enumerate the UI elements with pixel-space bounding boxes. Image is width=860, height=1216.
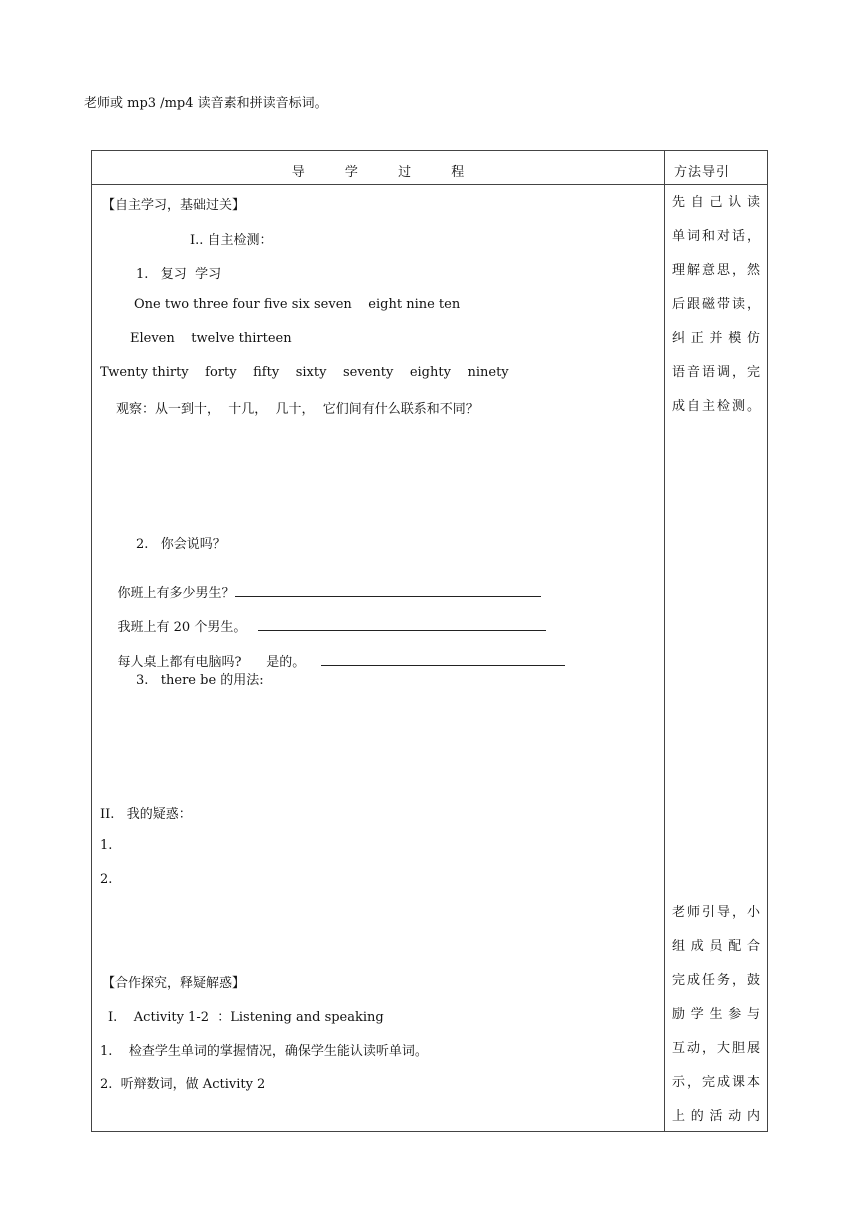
item-review: 1. 复习 学习: [136, 267, 222, 282]
section-title-cooperation: 【合作探究，释疑解惑】: [102, 976, 246, 991]
doubt-2: 2.: [100, 872, 113, 887]
guide-line: 老师引导，小: [672, 905, 760, 920]
sub-heading-self-check: I.. 自主检测：: [190, 233, 273, 248]
question-3-text: 每人桌上都有电脑吗? 是的。: [117, 655, 306, 670]
item-there-be: 3. there be 的用法:: [136, 673, 264, 688]
header-side: 方法导引: [674, 165, 731, 180]
guide-line: 成自主检测。: [672, 399, 760, 414]
numbers-line-3: Twenty thirty forty fifty sixty seventy eighty ninety: [100, 365, 509, 380]
answer-blank-1: [235, 584, 541, 597]
guide-line: 完成任务，鼓: [672, 973, 760, 988]
guide-line: 先自己认读: [672, 195, 760, 210]
lesson-table: [91, 150, 768, 1132]
question-2-text: 我班上有 20 个男生。: [117, 620, 247, 635]
guide-line: 纠正并模仿: [672, 331, 760, 346]
guide-block-2: [672, 896, 760, 1134]
numbers-line-2: Eleven twelve thirteen: [130, 331, 292, 346]
guide-block-1: [672, 186, 760, 424]
guide-line: 语音语调，完: [672, 365, 760, 380]
header-char: 导: [291, 165, 305, 180]
guide-line: 互动，大胆展: [672, 1041, 760, 1056]
guide-line: 后跟磁带读，: [672, 297, 760, 312]
guide-line: 励学生参与: [672, 1007, 760, 1022]
header-main: [92, 161, 664, 180]
guide-line: 示，完成课本: [672, 1075, 760, 1090]
column-divider: [664, 151, 665, 1131]
task-1: 1. 检查学生单词的掌握情况，确保学生能认读听单词。: [100, 1044, 428, 1059]
header-divider: [92, 184, 767, 185]
item-can-you-say: 2. 你会说吗？: [136, 537, 226, 552]
question-1-text: 你班上有多少男生？: [117, 586, 235, 601]
doubt-1: 1.: [100, 838, 113, 853]
sub-heading-doubts: II. 我的疑惑：: [100, 807, 192, 822]
header-char: 过: [398, 165, 412, 180]
intro-text: 老师或 mp3 /mp4 读音素和拼读音标词。: [84, 96, 328, 111]
guide-line: 理解意思，然: [672, 263, 760, 278]
answer-blank-2: [258, 618, 546, 631]
header-char: 学: [344, 165, 358, 180]
guide-line: 组成员配合: [672, 939, 760, 954]
section-title-self-study: 【自主学习，基础过关】: [102, 198, 246, 213]
guide-line: 上的活动内: [672, 1109, 760, 1124]
header-char: 程: [451, 165, 465, 180]
numbers-line-1: One two three four five six seven eight nine ten: [134, 297, 461, 312]
activity-heading: I. Activity 1-2 ：Listening and speaking: [108, 1010, 384, 1025]
observe-question: 观察：从一到十， 十几， 几十， 它们间有什么联系和不同？: [116, 402, 479, 417]
answer-blank-3: [321, 653, 565, 666]
task-2: 2. 听辩数词，做 Activity 2: [100, 1077, 266, 1092]
guide-line: 单词和对话，: [672, 229, 760, 244]
